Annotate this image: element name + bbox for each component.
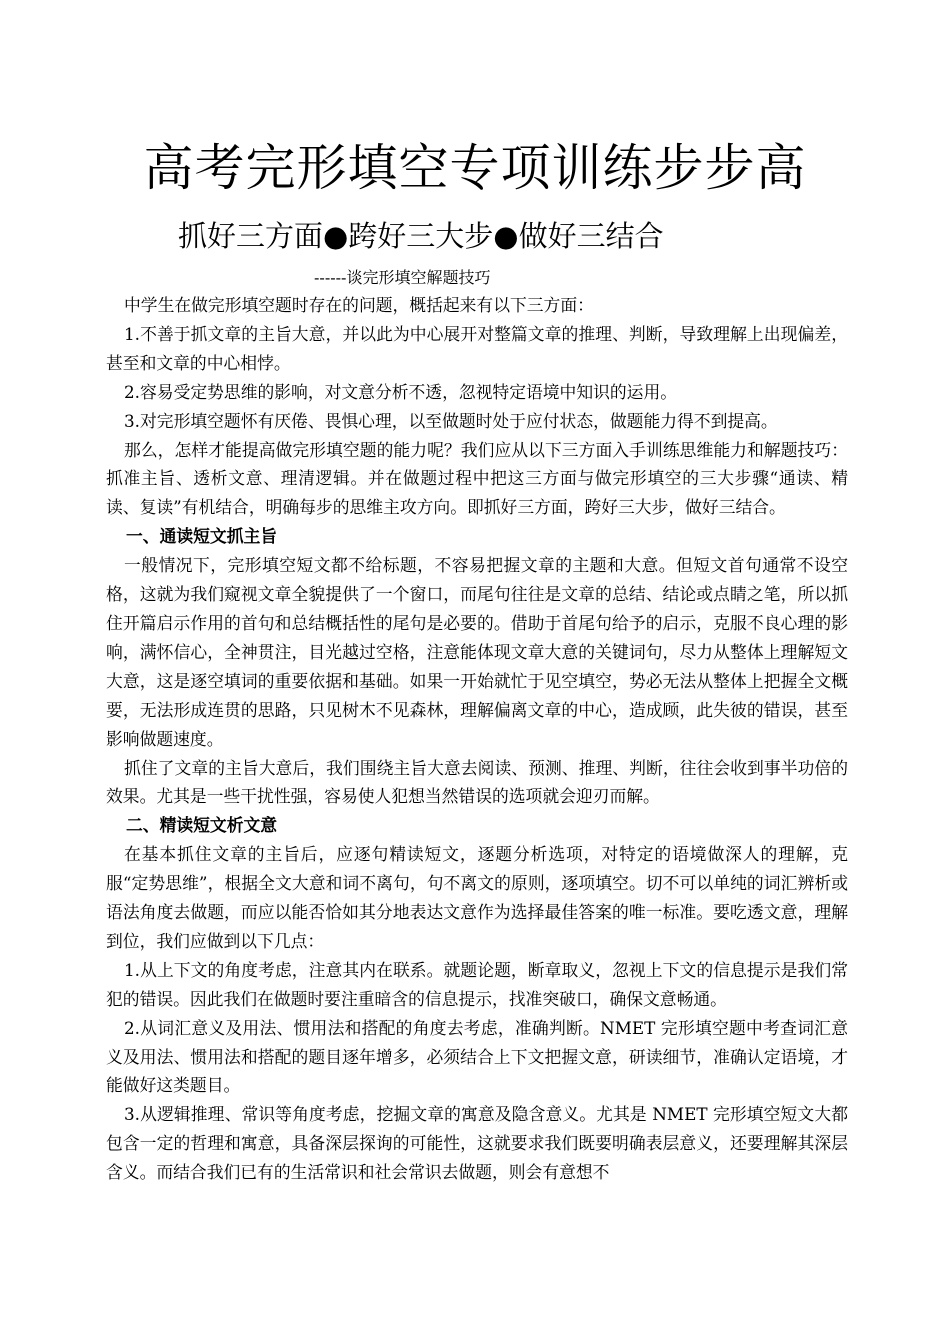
paragraph-point-2: 2.从词汇意义及用法、惯用法和搭配的角度去考虑，准确判断。NMET 完形填空题中考查词汇意义及用法、惯用法和搭配的题目逐年增多，必须结合上下文把握文意，研读细节，准确认定语境，才能做好这类题目。 [106,1017,848,1096]
section-heading-2: 二、精读短文析文意 [126,815,278,836]
document-byline: ------谈完形填空解题技巧 [314,268,491,287]
paragraph-section2-a: 在基本抓住文章的主旨后，应逐句精读短文，逐题分析选项，对特定的语境做深人的理解，克服“定势思维”，根据全文大意和词不离句，句不离文的原则，逐项填空。切不可以单纯的词汇辨析或语法角度去做题，而应以能否恰如其分地表达文意作为选择最佳答案的唯一标准。要吃透文意，理解到位，我们应做到以下几点： [106,844,848,951]
paragraph-point-1: 1.从上下文的角度考虑，注意其内在联系。就题论题，断章取义，忽视上下文的信息提示是我们常犯的错误。因此我们在做题时要注重暗含的信息提示，找准突破口，确保文意畅通。 [106,959,848,1009]
document-title: 高考完形填空专项训练步步高 [143,139,807,197]
document-subtitle: 抓好三方面●跨好三大步●做好三结合 [178,219,664,253]
paragraph-approach: 那么，怎样才能提高做完形填空题的能力呢？我们应从以下三方面入手训练思维能力和解题技巧：抓准主旨、透析文意、理清逻辑。并在做题过程中把这三方面与做完形填空的三大步骤“通读、精读、复读”有机结合，明确每步的思维主攻方向。即抓好三方面，跨好三大步，做好三结合。 [106,439,848,518]
document-body [106,291,848,1187]
section-heading-1: 一、通读短文抓主旨 [126,526,278,547]
paragraph-problem-2: 2.容易受定势思维的影响，对文意分析不透，忽视特定语境中知识的运用。 [124,381,678,402]
paragraph-intro: 中学生在做完形填空题时存在的问题，概括起来有以下三方面： [124,295,594,315]
paragraph-section1-b: 抓住了文章的主旨大意后，我们围绕主旨大意去阅读、预测、推理、判断，往往会收到事半功倍的效果。尤其是一些干扰性强，容易使人犯想当然错误的选项就会迎刃而解。 [106,757,848,807]
paragraph-point-3: 3.从逻辑推理、常识等角度考虑，挖掘文章的寓意及隐含意义。尤其是 NMET 完形填空短文大都包含一定的哲理和寓意，具备深层探询的可能性，这就要求我们既要明确表层意义，还要理解其深层含义。而结合我们已有的生活常识和社会常识去做题，则会有意想不 [106,1104,848,1183]
paragraph-problem-3: 3.对完形填空题怀有厌倦、畏惧心理，以至做题时处于应付状态，做题能力得不到提高。 [124,410,778,431]
paragraph-section1-a: 一般情况下，完形填空短文都不给标题，不容易把握文章的主题和大意。但短文首句通常不设空格，这就为我们窥视文章全貌提供了一个窗口，而尾句往往是文章的总结、结论或点睛之笔，所以抓住开篇启示作用的首句和总结概括性的尾句是必要的。借助于首尾句给予的启示，克服不良心理的影响，满怀信心，全神贯注，目光越过空格，注意能体现文章大意的关键词句，尽力从整体上理解短文大意，这是逐空填词的重要依据和基础。如果一开始就忙于见空填空，势必无法从整体上把握全文概要，无法形成连贯的思路，只见树木不见森林，理解偏离文章的中心，造成顾，此失彼的错误，甚至影响做题速度。 [106,555,848,749]
paragraph-problem-1: 1.不善于抓文章的主旨大意，并以此为中心展开对整篇文章的推理、判断，导致理解上出现偏差，甚至和文章的中心相悖。 [106,323,848,373]
